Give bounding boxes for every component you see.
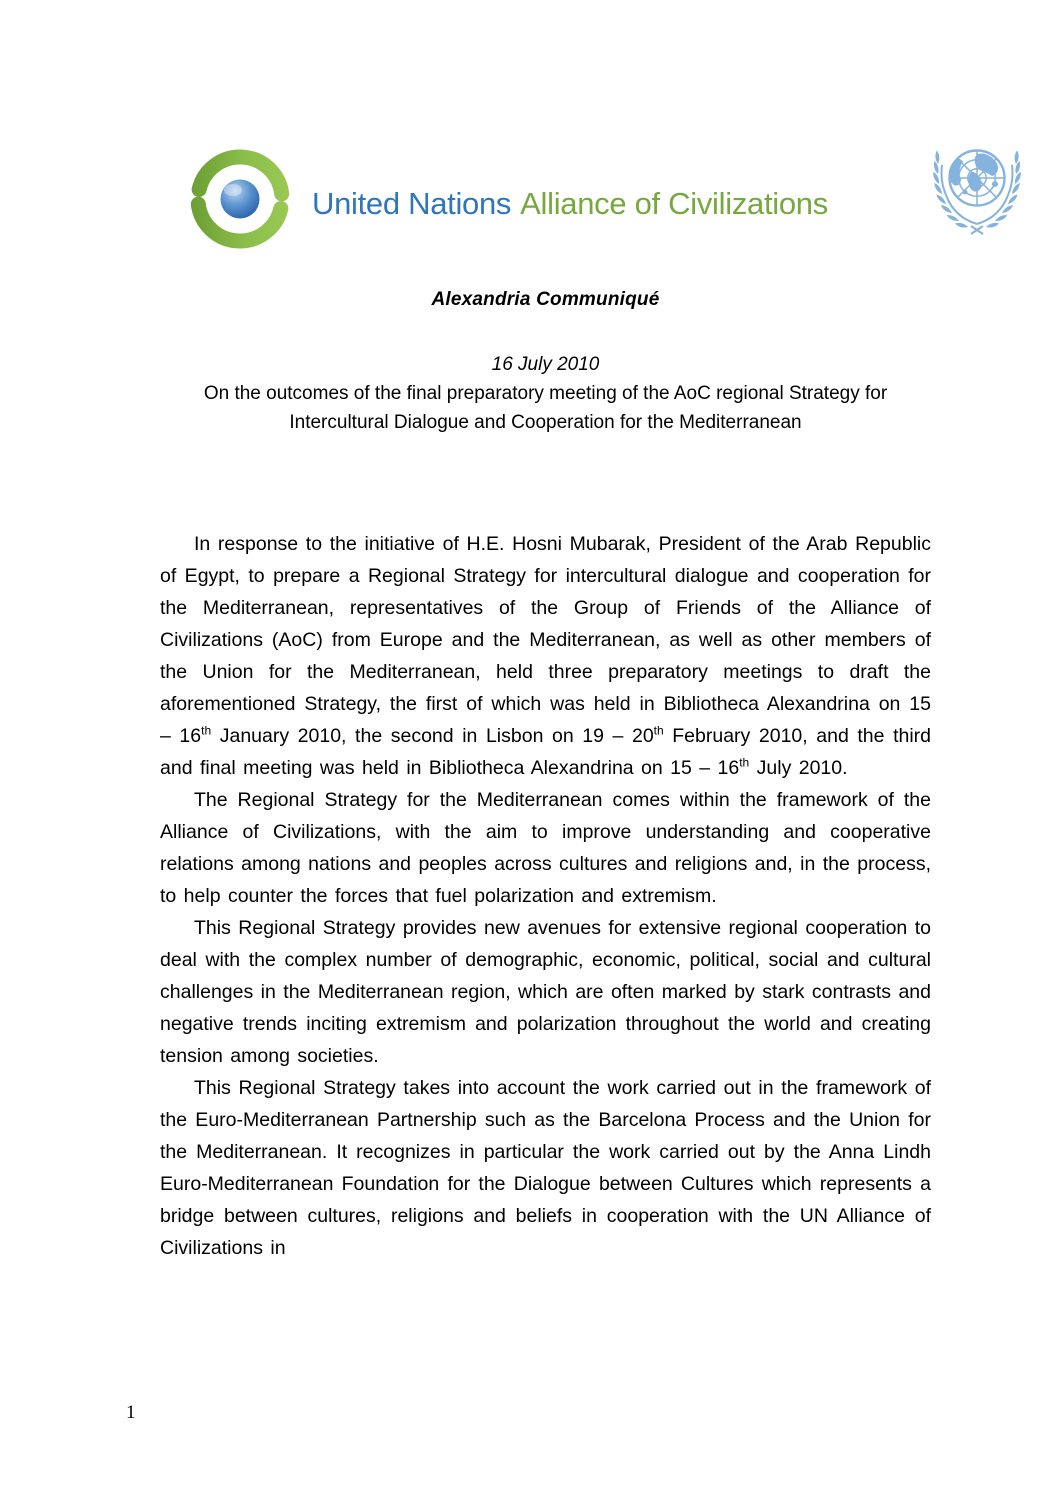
superscript-th: th [201,723,212,738]
document-date: 16 July 2010 [491,354,600,375]
paragraph-1-segment: In response to the initiative of H.E. Hosni Mubarak, President of the Arab Republic of Egypt, to prepare a Regional Strategy for intercultural dialogue and cooperation for the Mediterranean, representatives of the Group of Friends of the Alliance of Civilizations (AoC) from Europe and the Mediterranean, as well as other members of the Union for the Mediterranean, held three preparatory meetings to draft the aforementioned Strategy, the first of which was held in Bibliotheca Alexandrina on 15 – 16 [160,533,931,747]
wordmark-alliance-of-civilizations: Alliance of Civilizations [520,186,828,221]
unaoc-wordmark [312,188,828,219]
unaoc-logo-icon [185,140,295,258]
superscript-th: th [739,755,750,770]
document-title: Alexandria Communiqué [431,289,660,310]
un-emblem-icon [924,132,1030,244]
paragraph-3: This Regional Strategy provides new avenues for extensive regional cooperation to deal with the complex number of demographic, economic, political, social and cultural challenges in the Mediterranean region, which are often marked by stark contrasts and negative trends inciting extremism and polarization throughout the world and creating tension among societies. [160,917,931,1067]
document-meta [160,350,931,437]
paragraph-1 [160,528,931,784]
paragraph-2: The Regional Strategy for the Mediterranean comes within the framework of the Alliance of Civilizations, with the aim to improve understanding and cooperative relations among nations and peoples across cultures and religions and, in the process, to help counter the forces that fuel polarization and extremism. [160,789,931,907]
document-subtitle: On the outcomes of the final preparatory meeting of the AoC regional Strategy for Intercultural Dialogue and Cooperation for the Mediterranean [203,383,888,433]
superscript-th: th [653,723,664,738]
wordmark-united-nations: United Nations [312,186,512,221]
page-number: 1 [126,1402,136,1423]
paragraph-1-segment: July 2010. [749,757,848,779]
paragraph-4: This Regional Strategy takes into account the work carried out in the framework of the Euro-Mediterranean Partnership such as the Barcelona Process and the Union for the Mediterranean. It recognizes in particular the work carried out by the Anna Lindh Euro-Mediterranean Foundation for the Dialogue between Cultures which represents a bridge between cultures, religions and beliefs in cooperation with the UN Alliance of Civilizations in [160,1077,931,1259]
paragraph-1-segment: January 2010, the second in Lisbon on 19 – 20 [211,725,654,747]
paragraph-1-segment: February 2010, and the third and final meeting was held in Bibliotheca Alexandrina on 15 – 16 [160,725,931,779]
document-body [160,528,931,1264]
